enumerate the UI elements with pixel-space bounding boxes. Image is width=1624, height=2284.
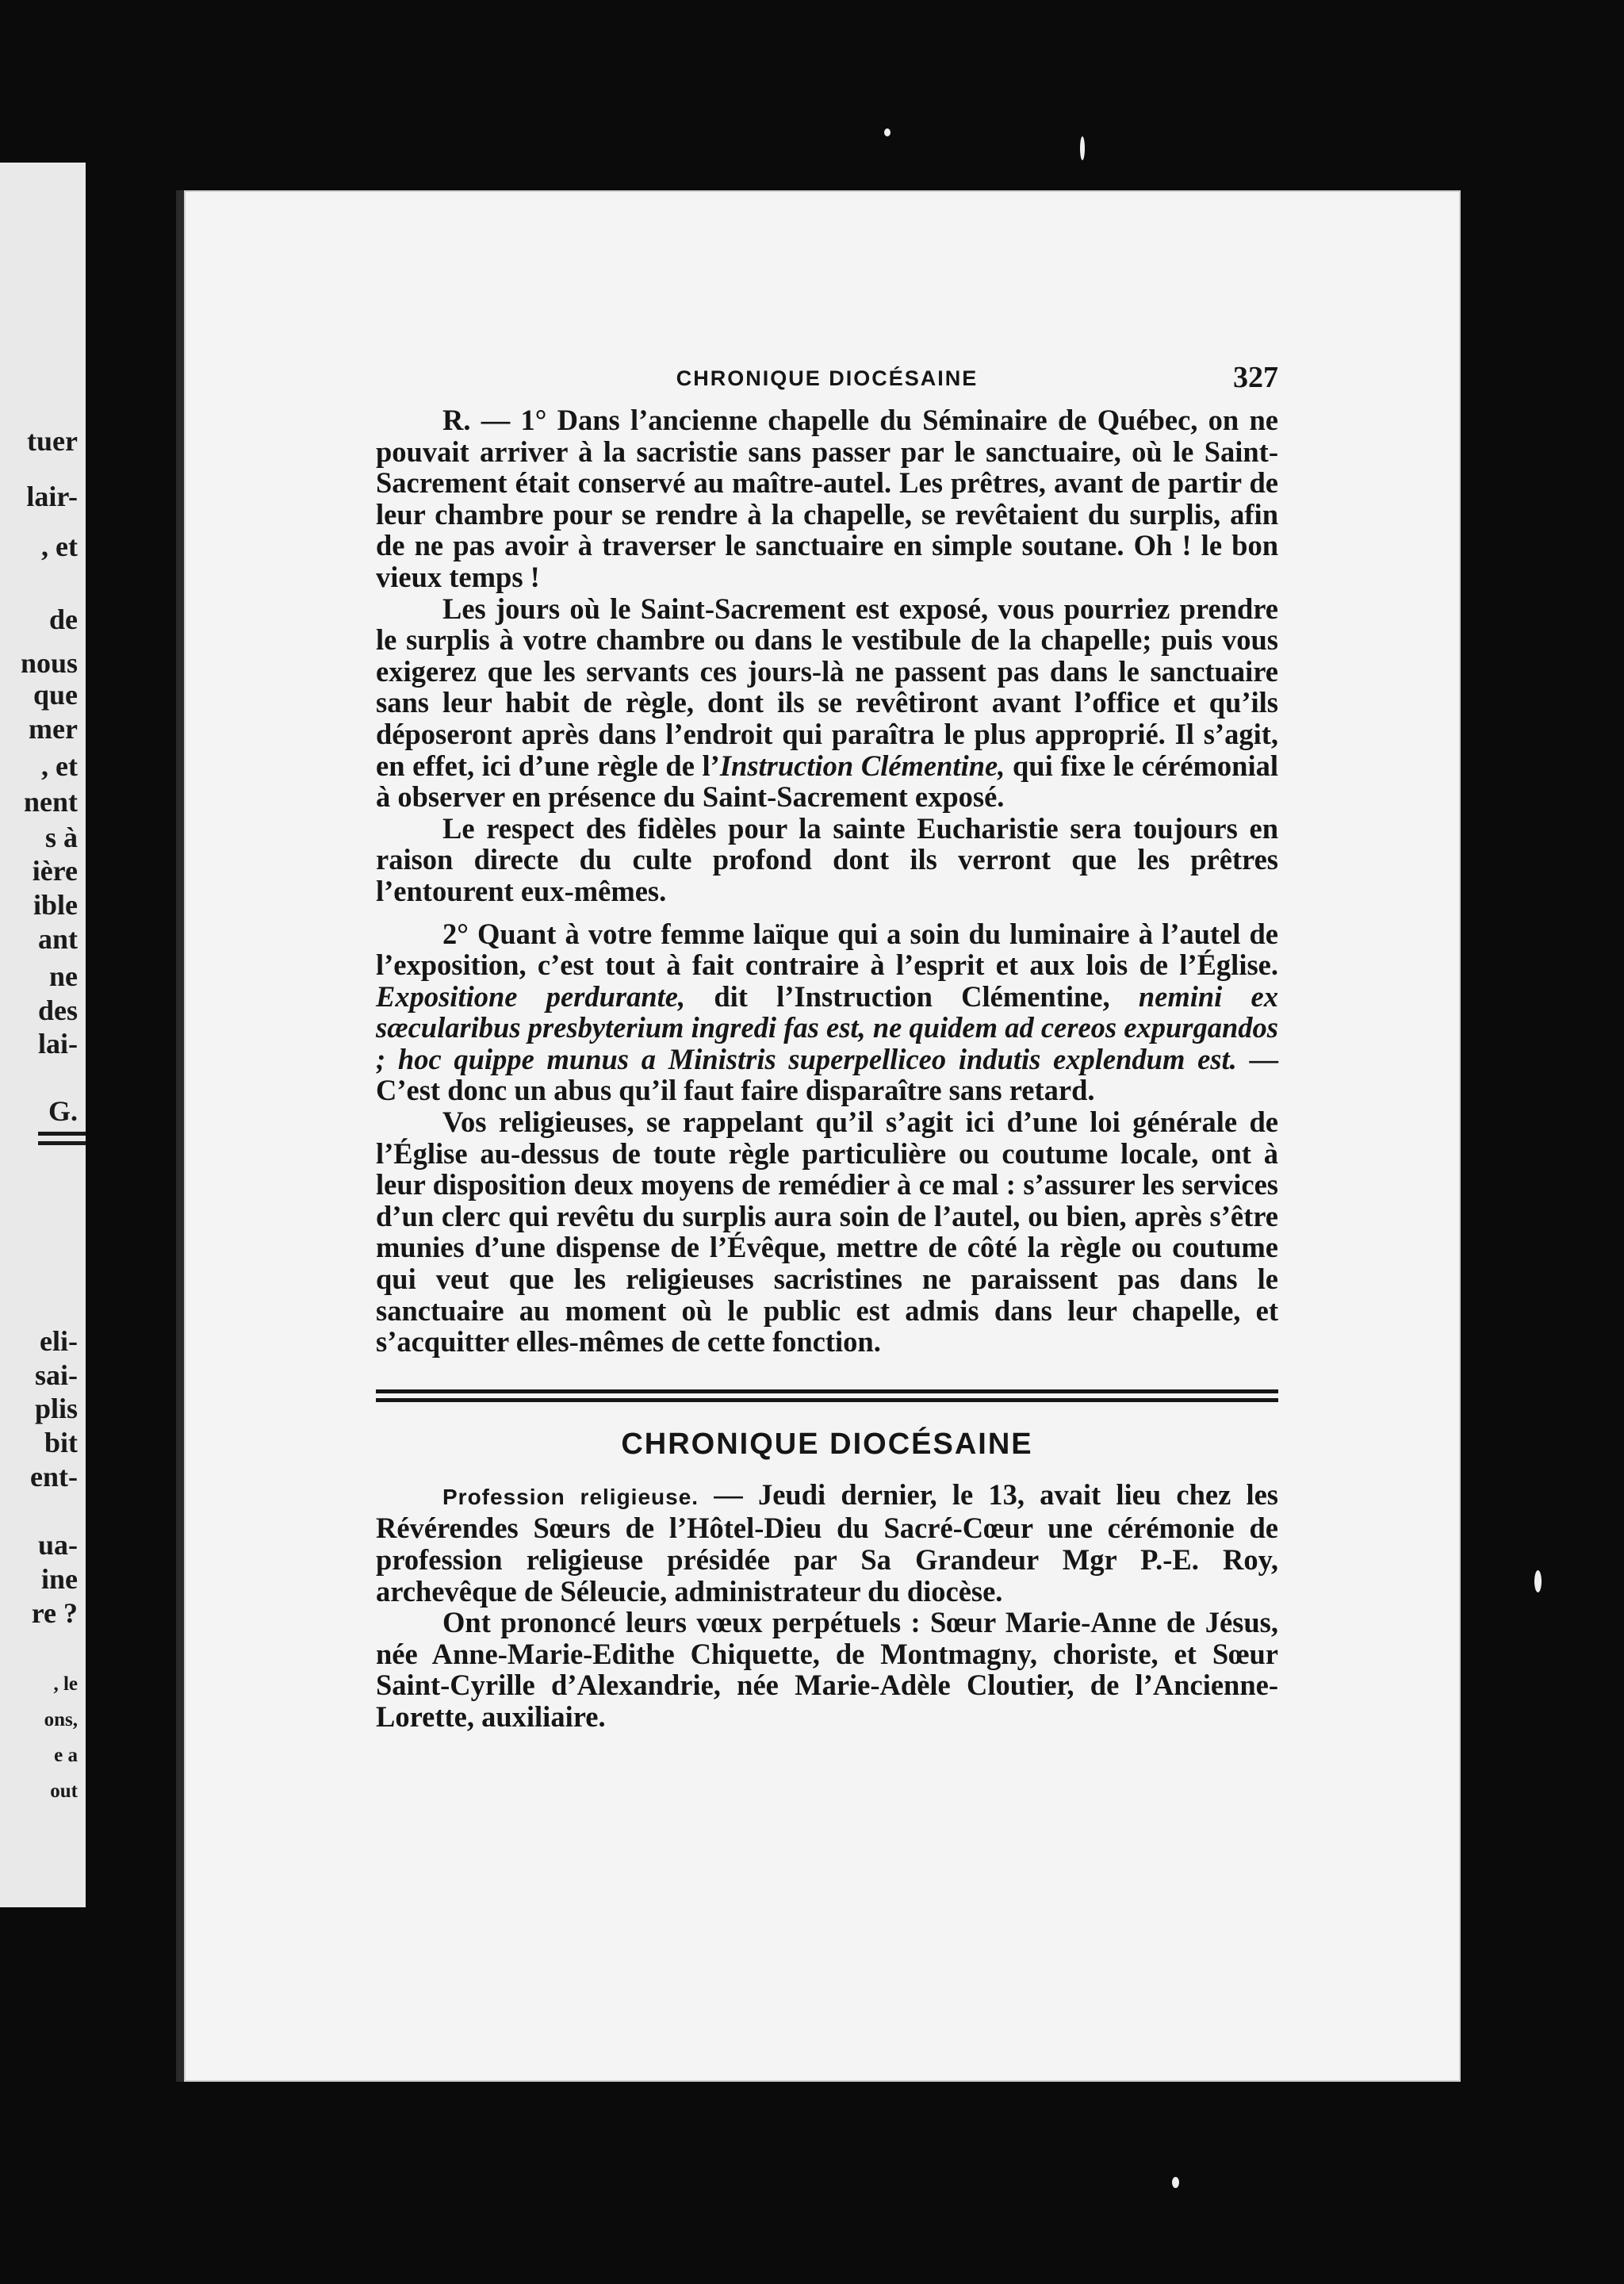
left-page-fragment: nous (20, 647, 78, 679)
left-page-fragment: s à (44, 822, 78, 853)
left-page-fragment: sai- (35, 1359, 78, 1391)
left-page-fragment: ible (33, 889, 78, 921)
left-page-fragment: ne (49, 960, 78, 992)
left-page-fragment: ua- (37, 1529, 78, 1561)
dust-speck (1172, 2177, 1179, 2188)
left-page-fragment: , le (53, 1673, 78, 1695)
page-content (376, 357, 1278, 1733)
dust-speck (884, 128, 891, 136)
left-page-fragment: lair- (26, 481, 78, 512)
left-page-fragment: de (49, 604, 78, 635)
left-page-rule (38, 1141, 86, 1145)
left-page-fragment: ons, (44, 1709, 78, 1730)
text-run: 2° Quant à votre femme laïque qui a soin du luminaire à l’autel de l’exposition, c’est tout à fait contraire à l’esprit et aux lois de l’Église. (376, 917, 1278, 982)
text-run: — Jeudi dernier, le 13, avait lieu chez les Révérendes Sœurs de l’Hôtel-Dieu du Sacré-Cœur une cérémonie de profession religieuse présidée par Sa Grandeur Mgr P.-E. Roy, archevêque de Séleucie, administrateur du diocèse. (376, 1477, 1278, 1608)
text-run: qui fixe le cérémonial à observer en présence du Saint-Sacrement exposé. (376, 749, 1278, 814)
page (184, 190, 1461, 2082)
answer-paragraph-5: Vos religieuses, se rappelant qu’il s’agit ici d’une loi générale de l’Église au-dessus de toute règle particulière ou coutume locale, ont à leur disposition deux moyens de remédier à ce mal : s’assurer les services d’un clerc qui revêtu du surplis aura soin de l’autel, ou bien, après s’être munies d’une dispense de l’Évêque, mettre de côté la règle ou coutume qui veut que les religieuses sacristines ne paraissent pas dans le sanctuaire au moment où le public est admis dans leur chapelle, et s’acquitter elles-mêmes de cette fonction. (376, 1106, 1278, 1359)
italic-latin: Expositione perdurante, (376, 979, 686, 1013)
italic-latin-quote: nemini ex sæcularibus presbyterium ingredi fas est, ne quidem ad cereos expurgandos ; hoc quippe munus a Ministris superpelliceo indutis explendum est. (376, 979, 1278, 1075)
chronique-paragraph-1 (376, 1479, 1278, 1607)
run-in-heading: Profession religieuse. (442, 1484, 699, 1509)
text-run: dit l’Instruction Clémentine, (685, 979, 1139, 1013)
left-page-fragment: , et (41, 750, 78, 782)
page-spine-edge (176, 190, 184, 2082)
left-page-fragment: nent (23, 786, 78, 818)
page-number: 327 (1233, 361, 1278, 394)
left-page-rule (38, 1132, 86, 1136)
left-page-fragment: out (50, 1780, 78, 1802)
left-page-fragment: bit (44, 1427, 78, 1458)
dust-speck (1080, 136, 1085, 160)
left-page-fragment: que (33, 679, 78, 711)
answer-paragraph-2 (376, 593, 1278, 813)
section-title: CHRONIQUE DIOCÉSAINE (621, 1427, 1033, 1461)
answer-paragraph-3: Le respect des fidèles pour la sainte Eucharistie sera toujours en raison directe du culte profond dont ils verront que les prêtres l’entourent eux-mêmes. (376, 811, 1278, 907)
left-facing-page (0, 163, 86, 1907)
chronique-paragraph-2: Ont prononcé leurs vœux perpétuels : Sœur Marie-Anne de Jésus, née Anne-Marie-Edithe Chiquette, de Montmagny, choriste, et Sœur Saint-Cyrille d’Alexandrie, née Marie-Adèle Cloutier, de l’Ancienne-Lorette, auxiliaire. (376, 1606, 1278, 1733)
running-head (376, 357, 1278, 404)
left-page-fragment: , et (41, 531, 78, 562)
left-page-fragment: mer (29, 713, 78, 745)
left-page-fragment: re ? (31, 1597, 78, 1629)
left-page-fragment: eli- (40, 1325, 78, 1357)
left-page-fragment: ine (40, 1563, 78, 1595)
left-page-fragment: tuer (27, 425, 78, 457)
left-page-fragment: plis (34, 1393, 78, 1424)
italic-title: Instruction Clémentine, (719, 749, 1005, 782)
left-page-fragment: ière (32, 855, 78, 887)
left-page-fragment: e a (54, 1745, 78, 1766)
left-page-fragment: G. (48, 1095, 78, 1127)
left-page-fragment: ent- (30, 1461, 78, 1493)
dust-speck (1534, 1570, 1542, 1592)
text-run: Les jours où le Saint-Sacrement est exposé, vous pourriez prendre le surplis à votre chambre ou dans le vestibule de la chapelle; puis vous exigerez que les servants ces jours-là ne passent pas dans le sanctuaire sans leur habit de règle, dont ils se revêtiront avant l’office et qu’ils déposeront après dans l’endroit qui paraîtra le plus approprié. Il s’agit, en effet, ici d’une règle de l’ (376, 592, 1278, 782)
running-title: CHRONIQUE DIOCÉSAINE (676, 366, 979, 390)
left-page-fragment: ant (37, 923, 78, 955)
left-page-fragment: des (37, 994, 78, 1026)
section-divider (376, 1389, 1278, 1404)
answer-paragraph-1: R. — 1° Dans l’ancienne chapelle du Séminaire de Québec, on ne pouvait arriver à la sacristie sans passer par le sanctuaire, où le Saint-Sacrement était conservé au maître-autel. Les prêtres, avant de partir de leur chambre pour se rendre à la chapelle, se revêtaient du surplis, afin de ne pas avoir à traverser le sanctuaire en simple soutane. Oh ! le bon vieux temps ! (376, 404, 1278, 593)
text-run: — C’est donc un abus qu’il faut faire disparaître sans retard. (376, 1042, 1278, 1107)
answer-paragraph-4 (376, 918, 1278, 1107)
left-page-fragment: lai- (38, 1028, 78, 1060)
